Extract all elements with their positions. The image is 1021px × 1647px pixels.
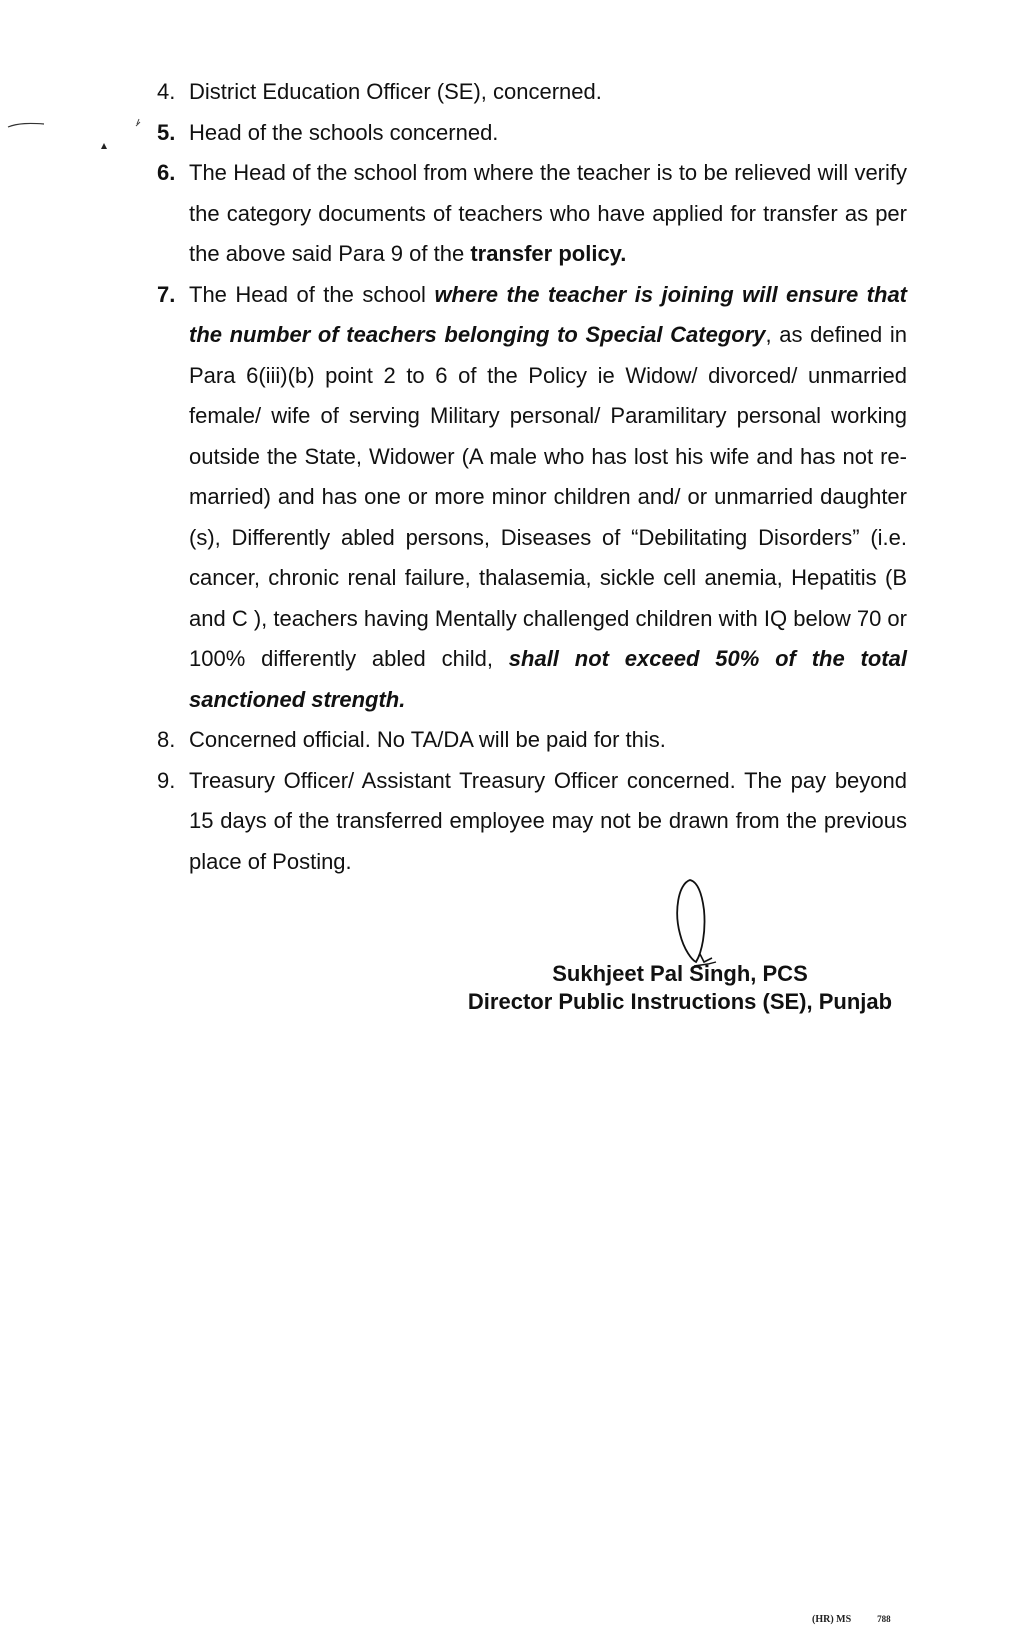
list-item-9: [155, 761, 907, 883]
list-item-7: [155, 275, 907, 721]
signatory-designation: Director Public Instructions (SE), Punjab: [467, 989, 893, 1014]
scan-mark: [100, 142, 108, 150]
item-number: 8.: [157, 727, 176, 752]
list-item-4: [155, 72, 907, 113]
signatory-name: Sukhjeet Pal Singh, PCS: [552, 961, 808, 986]
item-text: Head of the schools concerned.: [189, 119, 499, 145]
item-text: , as defined in Para 6(iii)(b) point 2 to 6 of the Policy ie Widow/ divorced/ unmarried female/ wife of serving Military personal/ Paramilitary personal working outside the State, Widower (A male who has lost his wife and has not re-married) and has one or more minor children and/ or unmarried daughter (s), Differently abled persons, Diseases of “Debilitating Disorders” (i.e. cancer, chronic renal failure, thalasemia, sickle cell anemia, Hepatitis (B and C ), teachers having Mentally challenged children with IQ below 70 or 100% differently abled child,: [189, 322, 908, 671]
footer: [812, 1614, 891, 1625]
footer-code: (HR) MS: [812, 1614, 852, 1625]
item-number: 4.: [157, 79, 176, 104]
item-text-bold: transfer policy.: [470, 241, 627, 266]
item-text: Concerned official. No TA/DA will be paid for this.: [189, 727, 666, 752]
item-text: The Head of the school from where the teacher is to be relieved will verify the category documents of teachers who have applied for transfer as per the above said Para 9 of the: [189, 160, 907, 266]
list-item-8: [155, 720, 907, 761]
signatory-block: [450, 960, 910, 1016]
item-number: 6.: [157, 160, 176, 185]
instruction-list: [155, 72, 907, 882]
item-text-bold-italic: where the teacher is joining will ensure that the number of teachers belonging to Special Category: [189, 281, 908, 347]
list-item-6: [155, 153, 907, 275]
list-item-5: [155, 113, 907, 154]
item-text-bold-italic: shall not exceed 50% of the total sanctioned strength.: [189, 646, 907, 712]
handwritten-signature: [660, 872, 740, 972]
item-text: Treasury Officer/ Assistant Treasury Officer concerned. The pay beyond 15 days of the transferred employee may not be drawn from the previous place of Posting.: [189, 767, 907, 874]
scan-mark: [6, 120, 46, 130]
item-text: District Education Officer (SE), concerned.: [189, 79, 602, 104]
item-text: The Head of the school: [189, 281, 435, 307]
item-number: 5.: [157, 119, 176, 145]
scan-mark: [134, 118, 142, 130]
item-number: 9.: [157, 767, 176, 793]
item-number: 7.: [157, 281, 176, 307]
page-number: 788: [877, 1614, 891, 1624]
